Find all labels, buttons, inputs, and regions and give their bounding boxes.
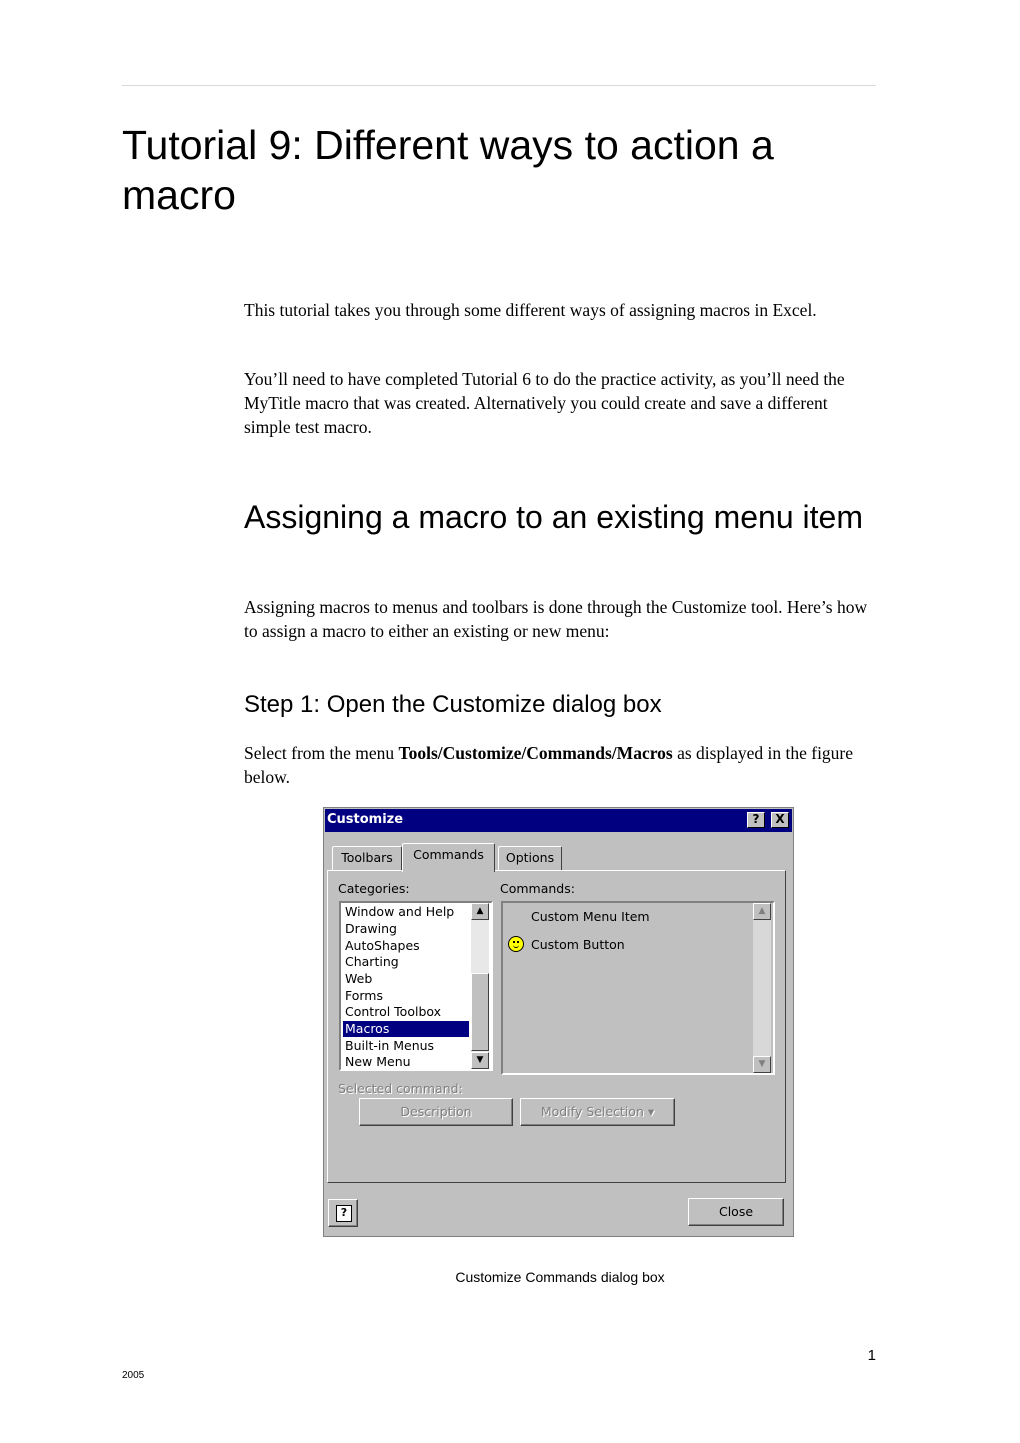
categories-label: Categories: bbox=[338, 881, 410, 896]
command-custom-button[interactable]: Custom Button bbox=[531, 937, 625, 952]
scroll-up-icon[interactable]: ▲ bbox=[753, 903, 771, 920]
scroll-thumb[interactable] bbox=[471, 973, 489, 1051]
list-item-selected[interactable]: Macros bbox=[343, 1021, 469, 1037]
smiley-icon bbox=[508, 936, 524, 952]
help-title-button[interactable]: ? bbox=[747, 812, 765, 828]
step-paragraph bbox=[244, 741, 870, 789]
selected-command-label: Selected command: bbox=[338, 1081, 463, 1096]
list-item[interactable]: AutoShapes bbox=[345, 938, 420, 953]
close-icon[interactable]: X bbox=[771, 812, 789, 828]
step-text-suffix: as displayed in the figure below. bbox=[244, 743, 854, 787]
categories-list[interactable] bbox=[339, 901, 493, 1071]
scroll-up-icon[interactable]: ▲ bbox=[471, 903, 489, 920]
page-title: Tutorial 9: Different ways to action a macro bbox=[122, 122, 774, 218]
scroll-down-icon[interactable]: ▼ bbox=[471, 1052, 489, 1069]
footer-year: 2005 bbox=[122, 1370, 145, 1381]
step-text-prefix: Select from the menu bbox=[244, 743, 399, 763]
page-number: 1 bbox=[867, 1347, 876, 1364]
customize-dialog bbox=[323, 807, 794, 1237]
header-rule bbox=[122, 85, 876, 86]
list-item[interactable]: Forms bbox=[345, 988, 384, 1003]
intro-paragraph-1: This tutorial takes you through some different ways of assigning macros in Excel. bbox=[244, 300, 817, 320]
modify-selection-button[interactable]: Modify Selection ▾ bbox=[520, 1098, 675, 1126]
command-custom-menu-item[interactable]: Custom Menu Item bbox=[531, 909, 650, 924]
intro-paragraph-2: You’ll need to have completed Tutorial 6 to do the practice activity, as you’ll need the MyTitle macro that was created. Alternatively you could create and save a different simple test macro. bbox=[244, 369, 845, 437]
tab-commands[interactable]: Commands bbox=[402, 843, 495, 872]
list-item[interactable]: Control Toolbox bbox=[345, 1004, 442, 1019]
list-item[interactable]: New Menu bbox=[345, 1054, 411, 1069]
close-button[interactable]: Close bbox=[688, 1198, 784, 1226]
dialog-titlebar bbox=[325, 809, 792, 832]
figure-caption: Customize Commands dialog box bbox=[455, 1269, 665, 1285]
step-heading: Step 1: Open the Customize dialog box bbox=[244, 691, 662, 718]
menu-path: Tools/Customize/Commands/Macros bbox=[398, 743, 673, 763]
help-button[interactable] bbox=[328, 1199, 358, 1227]
list-item[interactable]: Drawing bbox=[345, 921, 397, 936]
help-icon: ? bbox=[336, 1205, 352, 1222]
tab-toolbars[interactable]: Toolbars bbox=[332, 846, 402, 870]
scroll-down-icon[interactable]: ▼ bbox=[753, 1056, 771, 1073]
list-item[interactable]: Window and Help bbox=[345, 904, 455, 919]
categories-scrollbar[interactable] bbox=[471, 903, 489, 1069]
commands-scrollbar[interactable] bbox=[753, 903, 771, 1073]
tab-options[interactable]: Options bbox=[498, 846, 562, 870]
commands-label: Commands: bbox=[500, 881, 575, 896]
list-item[interactable]: Web bbox=[345, 971, 373, 986]
list-item[interactable]: Built-in Menus bbox=[345, 1038, 435, 1053]
description-button[interactable]: Description bbox=[359, 1098, 513, 1126]
section-paragraph: Assigning macros to menus and toolbars is done through the Customize tool. Here’s how to assign a macro to either an existing or new menu: bbox=[244, 597, 868, 641]
commands-list[interactable] bbox=[501, 901, 775, 1075]
dialog-title: Customize bbox=[327, 812, 404, 827]
section-heading: Assigning a macro to an existing menu item bbox=[244, 499, 863, 535]
list-item[interactable]: Charting bbox=[345, 954, 399, 969]
